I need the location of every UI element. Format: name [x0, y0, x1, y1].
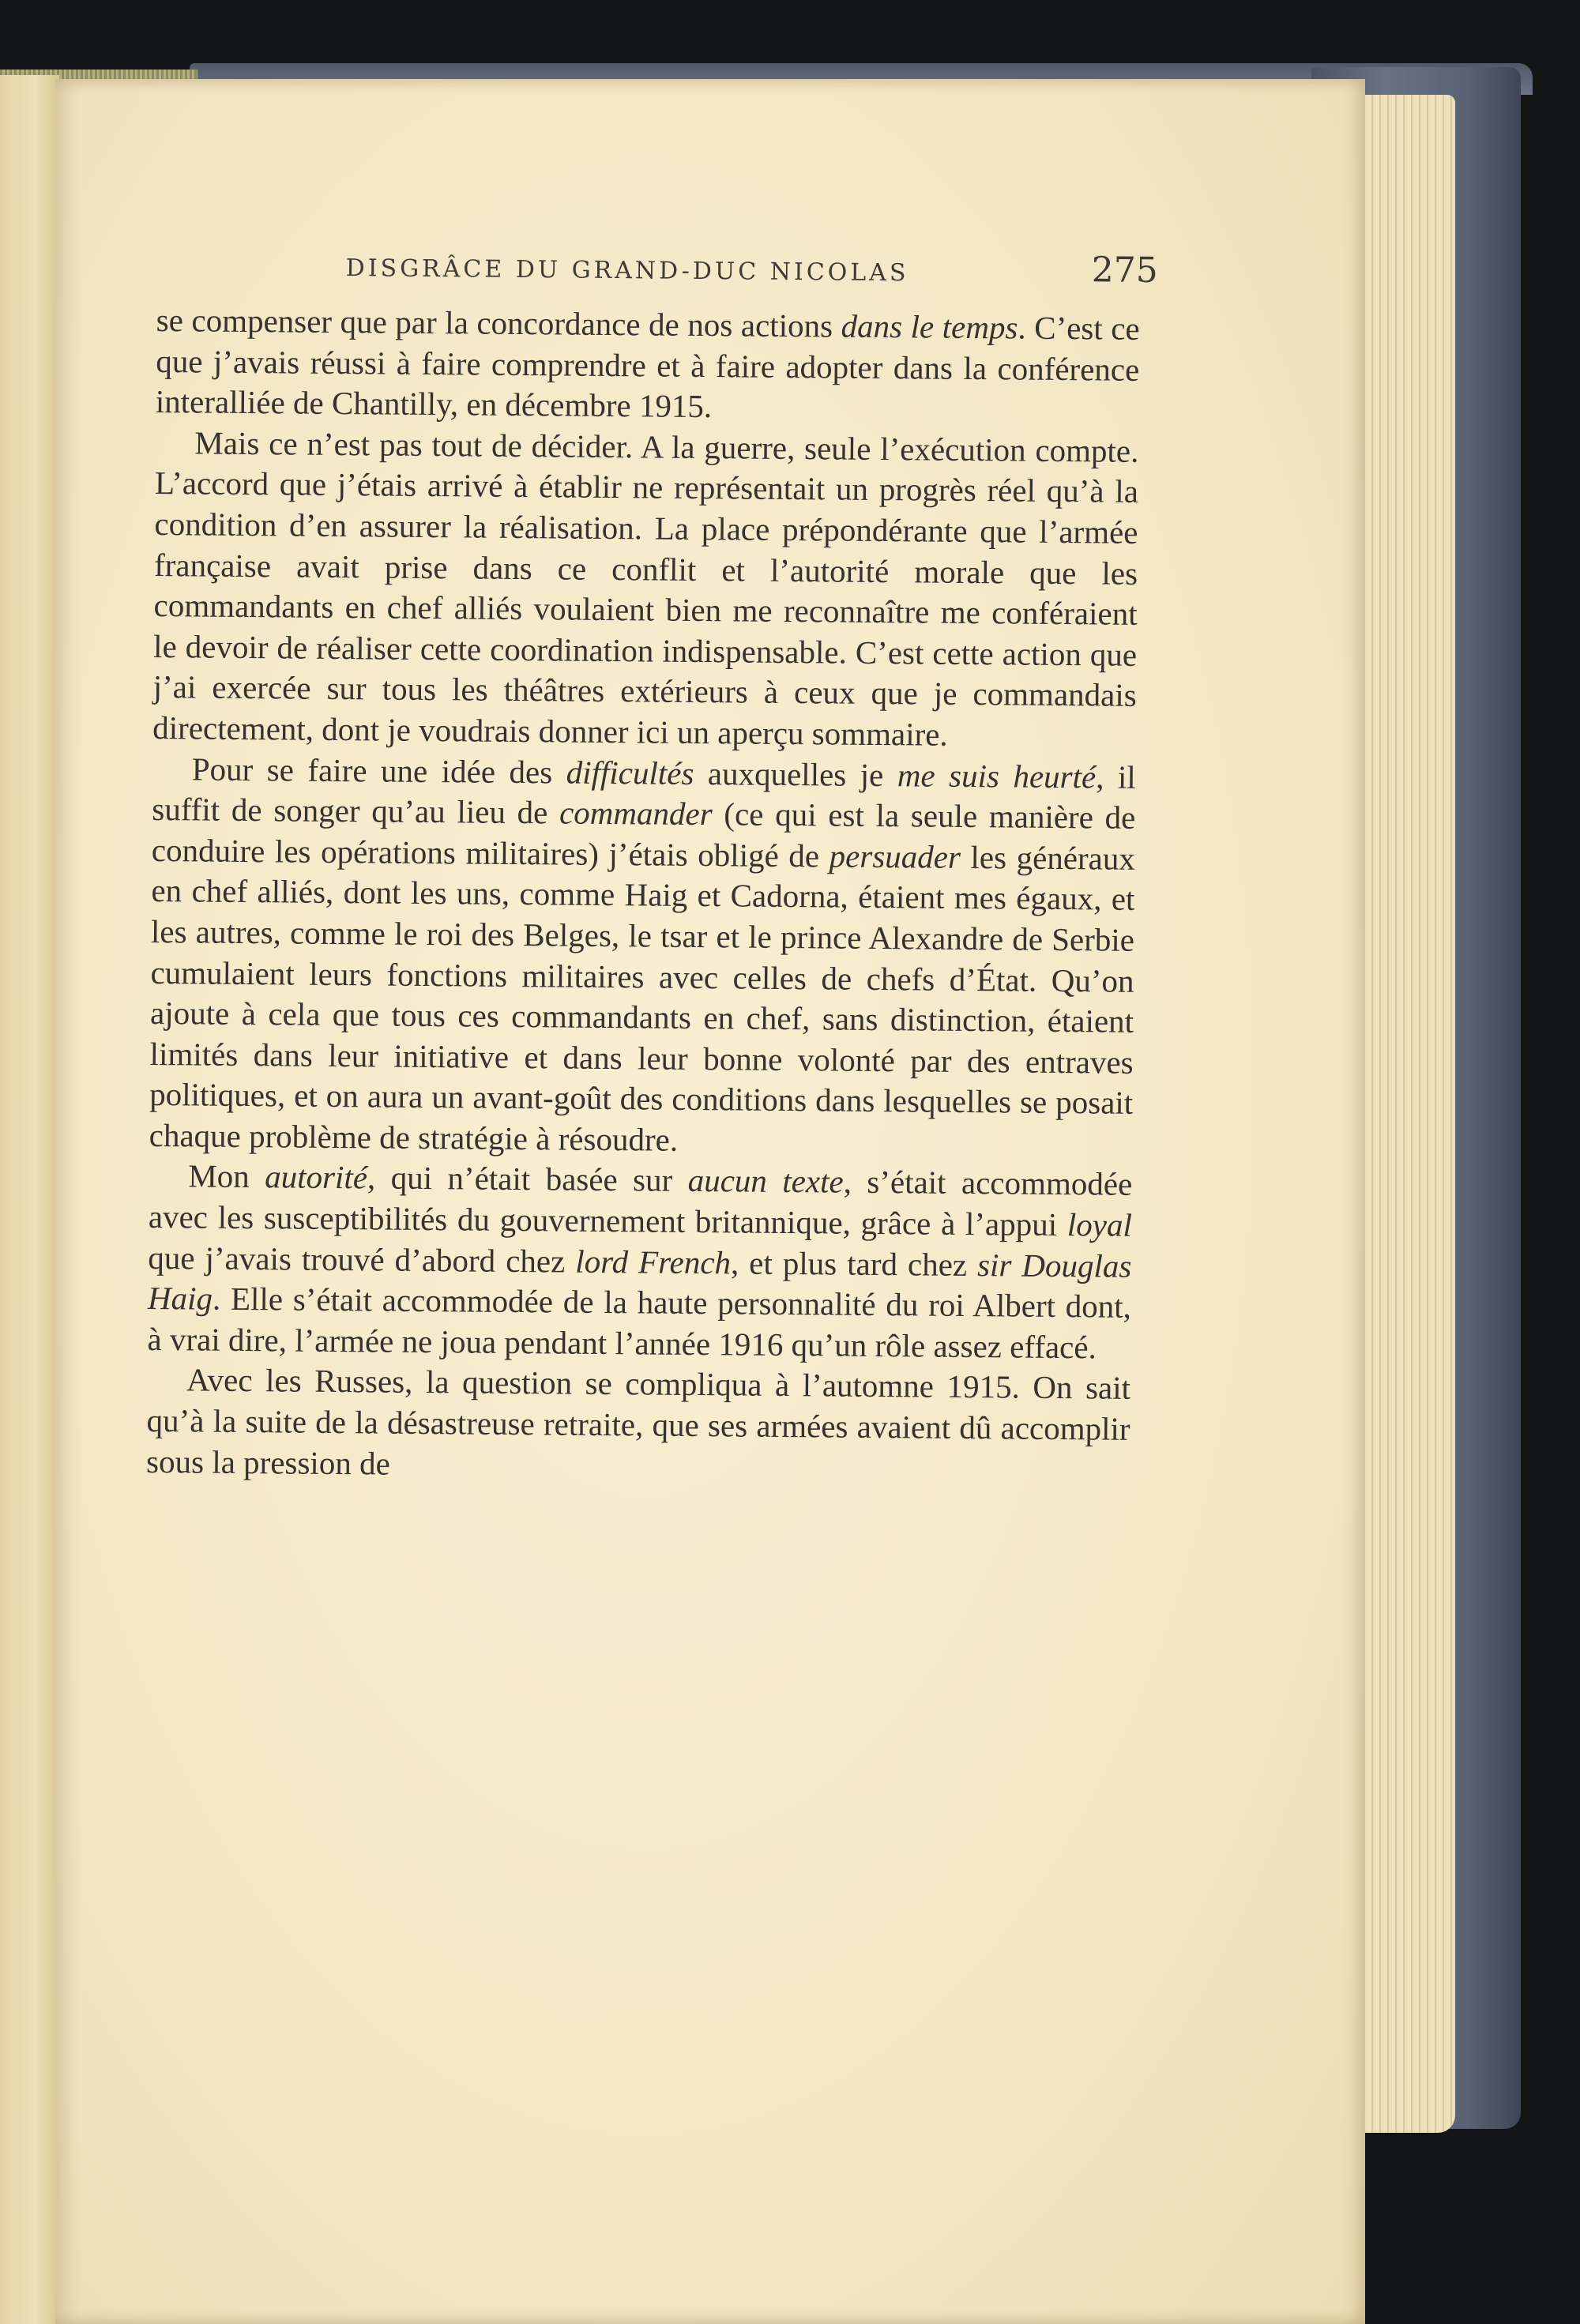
text-run: , et plus tard chez [730, 1244, 978, 1283]
running-head [345, 243, 1157, 298]
paragraph [146, 1359, 1130, 1491]
text-run: Mais ce n’est pas tout de décider. A la guerre, seule l’exécution compte. L’accord que j’étais arrivé à établir ne représentait un progrès réel qu’à la condition d’en assurer la réalisation. La place prépondérante que l’armée française avait prise dans ce conflit et l’autorité morale que les commandants en chef alliés voulaient bien me reconnaître me conféraient le devoir de réaliser cette coordination indispensable. C’est cette action que j’ai exercée sur tous les théâtres extérieurs à ceux que je commandais directement, dont je voudrais donner ici un aperçu sommaire. [152, 424, 1139, 753]
text-run: Pour se faire une idée des [191, 750, 566, 791]
page-number: 275 [1091, 250, 1158, 291]
text-run: , qui n’était basée sur [367, 1159, 688, 1199]
text-run: , s’était accommodée avec les susceptibilités du gouvernement britannique, grâce à l’appui [148, 1164, 1133, 1243]
paragraph [149, 749, 1136, 1165]
italic-run: lord French [575, 1243, 732, 1281]
body-text [146, 300, 1140, 1491]
italic-run: autorité [265, 1158, 368, 1196]
text-run: , il suffit de songer qu’au lieu de [152, 758, 1136, 831]
italic-run: aucun texte [687, 1162, 844, 1201]
italic-run: me suis heurté [897, 756, 1097, 795]
previous-page-edge [0, 75, 59, 2324]
text-run: se compenser que par la concordance de nos actions [156, 301, 841, 344]
italic-run: difficultés [566, 754, 694, 792]
chapter-title: DISGRÂCE DU GRAND-DUC NICOLAS [345, 254, 909, 288]
italic-run: loyal [1066, 1206, 1133, 1243]
page-edges [1352, 95, 1455, 2133]
italic-run: commander [559, 794, 713, 833]
italic-run: persuader [829, 837, 961, 875]
italic-run: sir Douglas Haig [147, 1246, 1132, 1317]
text-run: les généraux en chef alliés, dont les uns, comme Haig et Cadorna, étaient mes égaux, et les autres, comme le roi des Belges, le tsar et le prince Alexandre de Serbie cumulaient leurs fonctions militaires avec celles de chefs d’État. Qu’on ajoute à cela que tous ces commandants en chef, sans distinction, étaient limités dans leur initiative et dans leur bonne volonté par des entraves politiques, et on aura un avant-goût des conditions dans lesquelles se posait chaque problème de stratégie à résoudre. [149, 838, 1136, 1158]
paragraph [156, 300, 1140, 431]
italic-run: dans le temps [841, 307, 1018, 346]
text-run: auxquelles je [694, 754, 898, 793]
text-run: Avec les Russes, la question se compliqua à l’automne 1915. On sait qu’à la suite de la désastreuse retraite, que ses armées avaient dû accomplir sous la pression de [145, 1361, 1131, 1482]
text-run: (ce qui est la seule manière de conduire les opérations militaires) j’étais obligé de [151, 795, 1136, 874]
paragraph [152, 423, 1139, 758]
text-run: . Elle s’était accommodée de la haute personnalité du roi Albert dont, à vrai dire, l’armée ne joua pendant l’année 1916 qu’un rôle assez effacé. [147, 1280, 1132, 1366]
text-run: . C’est ce que j’avais réussi à faire comprendre et à faire adopter dans la conférence interalliée de Chantilly, en décembre 1915. [155, 309, 1140, 425]
text-run: Mon [188, 1157, 265, 1195]
text-run: que j’avais trouvé d’abord chez [148, 1239, 576, 1280]
paragraph [147, 1156, 1132, 1368]
